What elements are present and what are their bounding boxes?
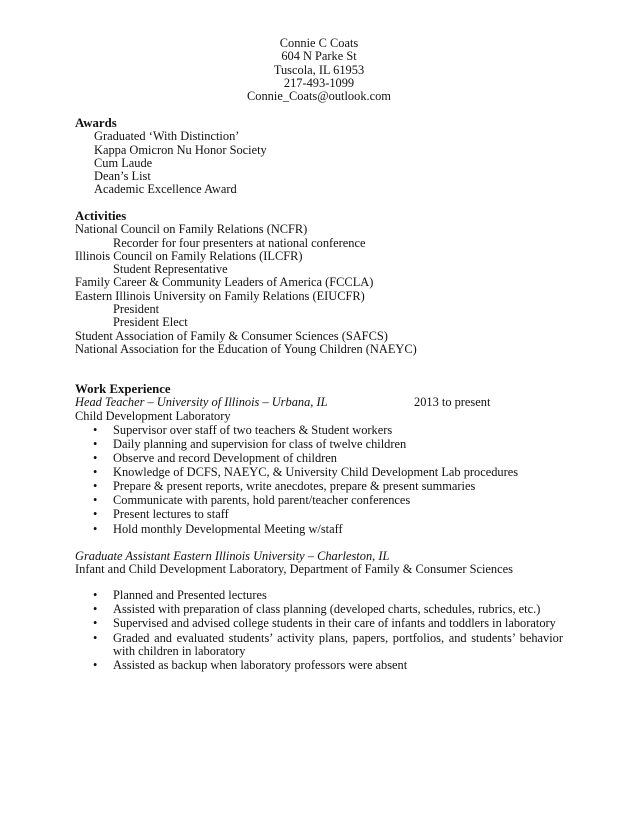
- awards-section: [75, 117, 267, 197]
- bullet-text: Supervisor over staff of two teachers & Student workers: [113, 422, 393, 437]
- bullet-text: Daily planning and supervision for class of twelve children: [113, 436, 407, 451]
- name: Connie C Coats: [279, 36, 359, 50]
- bullet-item: [75, 466, 563, 479]
- bullet-item: [75, 480, 563, 493]
- activities-heading: Activities: [75, 209, 127, 223]
- activity-line: Student Representative: [113, 262, 228, 277]
- bullet-text: Communicate with parents, hold parent/teacher conferences: [113, 493, 411, 508]
- phone: 217-493-1099: [283, 75, 355, 90]
- bullet-icon: •: [93, 493, 98, 508]
- bullet-item: [75, 603, 563, 616]
- bullet-item: [75, 424, 563, 437]
- bullet-text: Knowledge of DCFS, NAEYC, & University Child Development Lab procedures: [113, 465, 519, 480]
- job-dates: 2013 to present: [414, 395, 491, 410]
- bullet-text: Prepare & present reports, write anecdotes, prepare & present summaries: [113, 479, 476, 494]
- bullet-icon: •: [93, 465, 98, 480]
- bullet-item: [75, 589, 563, 602]
- bullet-icon: •: [93, 479, 98, 494]
- job-title: Head Teacher – University of Illinois – Urbana, IL: [75, 395, 328, 410]
- bullet-icon: •: [93, 422, 98, 437]
- bullet-item: [75, 438, 563, 451]
- bullet-text: Assisted as backup when laboratory professors were absent: [113, 658, 408, 673]
- job-unit: Infant and Child Development Laboratory, Department of Family & Consumer Sciences: [75, 561, 513, 576]
- bullet-text: Supervised and advised college students in their care of infants and toddlers in laboratory: [113, 616, 556, 631]
- bullet-item: [75, 494, 563, 507]
- award-item: Dean’s List: [94, 169, 151, 184]
- bullet-icon: •: [93, 507, 98, 522]
- bullet-icon: •: [93, 436, 98, 451]
- activity-line: President: [113, 302, 160, 317]
- bullet-text: Observe and record Development of children: [113, 451, 337, 466]
- job-unit: Child Development Laboratory: [75, 408, 231, 423]
- bullet-icon: •: [93, 521, 98, 536]
- city: Tuscola, IL 61953: [273, 62, 365, 77]
- bullet-icon: •: [93, 658, 98, 673]
- job-title: Graduate Assistant Eastern Illinois University – Charleston, IL: [75, 548, 390, 563]
- bullet-item: [75, 632, 563, 659]
- activity-line: National Association for the Education of Young Children (NAEYC): [75, 341, 417, 356]
- street: 604 N Parke St: [281, 49, 357, 64]
- activity-line: Eastern Illinois University on Family Relations (EIUCFR): [75, 288, 365, 303]
- award-item: Academic Excellence Award: [94, 182, 237, 197]
- activity-line: Illinois Council on Family Relations (ILCFR): [75, 248, 303, 263]
- bullet-icon: •: [93, 630, 98, 645]
- award-item: Graduated ‘With Distinction’: [94, 129, 240, 144]
- bullet-text: Assisted with preparation of class planning (developed charts, schedules, rubrics, etc.): [113, 602, 541, 617]
- work-section: [75, 383, 565, 673]
- contact-header: [0, 37, 638, 103]
- bullet-icon: •: [93, 588, 98, 603]
- activity-line: National Council on Family Relations (NCFR): [75, 222, 308, 237]
- bullet-item: [75, 452, 563, 465]
- bullet-icon: •: [93, 616, 98, 631]
- bullet-text: Hold monthly Developmental Meeting w/staff: [113, 521, 343, 536]
- activity-line: Recorder for four presenters at national conference: [113, 235, 366, 250]
- bullet-text: Present lectures to staff: [113, 507, 229, 522]
- awards-heading: Awards: [75, 116, 117, 130]
- email: Connie_Coats@outlook.com: [247, 89, 391, 104]
- activity-line: Student Association of Family & Consumer Sciences (SAFCS): [75, 328, 388, 343]
- work-heading: Work Experience: [75, 382, 171, 396]
- bullet-item: [75, 617, 563, 630]
- bullet-icon: •: [93, 451, 98, 466]
- activity-line: President Elect: [113, 315, 188, 330]
- activities-section: [75, 210, 417, 356]
- bullet-item: [75, 523, 563, 536]
- bullet-text: Planned and Presented lectures: [113, 588, 267, 603]
- bullet-item: [75, 508, 563, 521]
- bullet-icon: •: [93, 602, 98, 617]
- bullet-text: Graded and evaluated students’ activity plans, papers, portfolios, and students’ behavior with children in laboratory: [113, 630, 563, 658]
- activity-line: Family Career & Community Leaders of America (FCCLA): [75, 275, 374, 290]
- award-item: Kappa Omicron Nu Honor Society: [94, 142, 267, 157]
- bullet-item: [75, 659, 563, 672]
- award-item: Cum Laude: [94, 155, 153, 170]
